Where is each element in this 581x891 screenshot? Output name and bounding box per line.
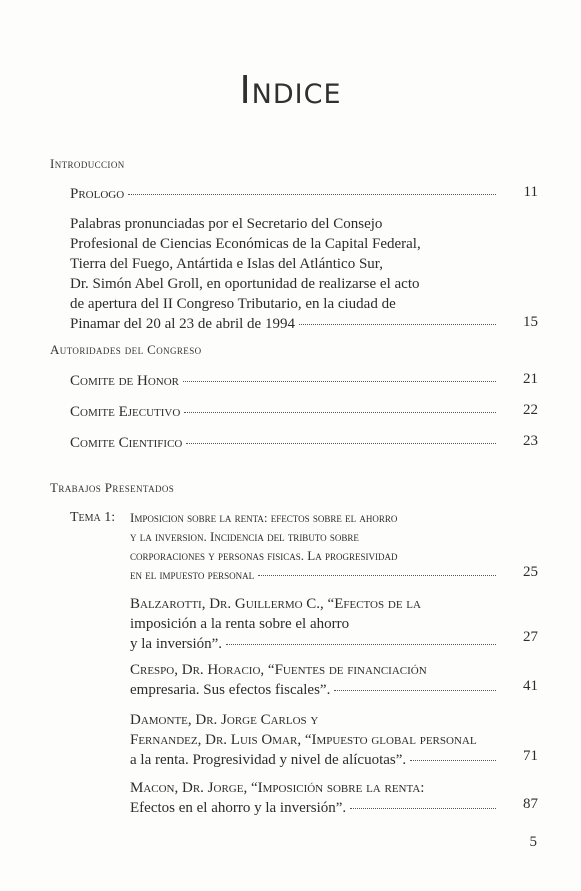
toc-page-number: 11 xyxy=(523,184,538,200)
toc-entry-label: Comite Cientifico xyxy=(70,435,183,451)
toc-page-number: 22 xyxy=(523,402,538,418)
toc-page-number: 23 xyxy=(523,433,538,449)
toc-page-number: 25 xyxy=(523,564,538,580)
dot-leader xyxy=(350,804,496,809)
entry-line: Efectos en el ahorro y la inversión”. xyxy=(130,800,347,816)
toc-entry-label: Prologo xyxy=(70,186,125,202)
toc-entry-prologo[interactable] xyxy=(70,184,500,204)
toc-entry-comite-honor[interactable] xyxy=(70,371,500,391)
entry-line: Imposicion sobre la renta: efectos sobre el ahorro xyxy=(130,510,398,525)
section-heading-trabajos: Trabajos Presentados xyxy=(50,480,175,495)
entry-line: Crespo, Dr. Horacio, “Fuentes de financiación xyxy=(130,662,427,678)
dot-leader xyxy=(226,640,496,645)
toc-page-number: 27 xyxy=(523,629,538,645)
dot-leader xyxy=(184,408,496,413)
entry-line: Balzarotti, Dr. Guillermo C., “Efectos de la xyxy=(130,596,421,612)
dot-leader xyxy=(410,756,496,761)
toc-entry-label: Comite de Honor xyxy=(70,373,179,389)
entry-line: empresaria. Sus efectos fiscales”. xyxy=(130,682,331,698)
dot-leader xyxy=(186,439,496,444)
entry-line: corporaciones y personas fisicas. La progresividad xyxy=(130,548,398,563)
entry-line: imposición a la renta sobre el ahorro xyxy=(130,616,350,632)
entry-line: Profesional de Ciencias Económicas de la Capital Federal, xyxy=(70,236,421,252)
toc-page-number: 71 xyxy=(523,748,538,764)
toc-entry-comite-cientifico[interactable] xyxy=(70,433,500,453)
entry-line: Dr. Simón Abel Groll, en oportunidad de realizarse el acto xyxy=(70,276,420,292)
entry-line: y la inversion. Incidencia del tributo sobre xyxy=(130,529,359,544)
dot-leader xyxy=(183,377,496,382)
section-heading-autoridades: Autoridades del Congreso xyxy=(50,342,202,357)
entry-line: y la inversión”. xyxy=(130,636,223,652)
entry-line: a la renta. Progresividad y nivel de alícuotas”. xyxy=(130,752,407,768)
toc-entry-label: Comite Ejecutivo xyxy=(70,404,181,420)
page-folio-number: 5 xyxy=(529,834,537,850)
toc-page-number: 41 xyxy=(523,678,538,694)
entry-line: Pinamar del 20 al 23 de abril de 1994 xyxy=(70,316,295,332)
dot-leader xyxy=(334,686,496,691)
entry-line: de apertura del II Congreso Tributario, en la ciudad de xyxy=(70,296,396,312)
entry-line: Fernandez, Dr. Luis Omar, “Impuesto global personal xyxy=(130,732,477,748)
toc-entry-comite-ejecutivo[interactable] xyxy=(70,402,500,422)
entry-line: Damonte, Dr. Jorge Carlos y xyxy=(130,712,319,728)
toc-entry-crespo[interactable] xyxy=(130,660,500,700)
dot-leader xyxy=(258,571,496,576)
dot-leader xyxy=(128,190,496,195)
toc-entry-balzarotti[interactable] xyxy=(130,594,500,654)
entry-line: Tierra del Fuego, Antártida e Islas del Atlántico Sur, xyxy=(70,256,383,272)
entry-line: en el impuesto personal xyxy=(130,567,255,582)
entry-line: Macon, Dr. Jorge, “Imposición sobre la renta: xyxy=(130,780,425,796)
toc-entry-tema-1[interactable] xyxy=(130,508,500,584)
entry-line: Palabras pronunciadas por el Secretario del Consejo xyxy=(70,216,383,232)
toc-page-number: 21 xyxy=(523,371,538,387)
section-heading-introduccion: Introduccion xyxy=(50,156,125,171)
page-title: Indice xyxy=(239,68,342,112)
tema-label: Tema 1: xyxy=(70,510,116,525)
toc-page-number: 15 xyxy=(523,314,538,330)
toc-entry-damonte-fernandez[interactable] xyxy=(130,710,500,770)
dot-leader xyxy=(299,320,496,325)
toc-page-number: 87 xyxy=(523,796,538,812)
toc-entry-palabras[interactable] xyxy=(70,214,500,334)
toc-entry-macon[interactable] xyxy=(130,778,500,818)
